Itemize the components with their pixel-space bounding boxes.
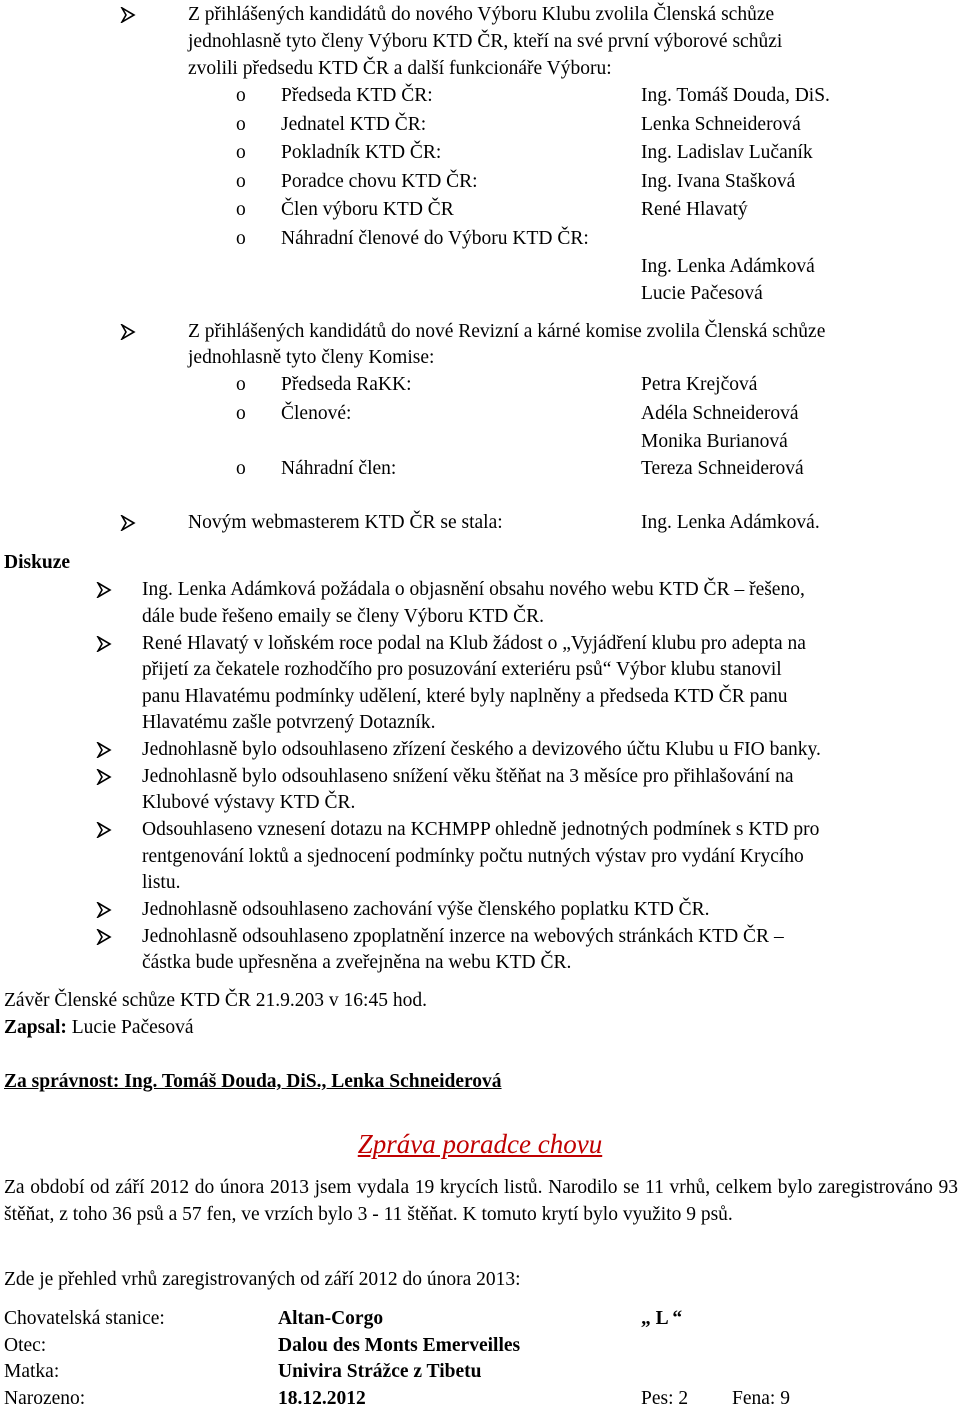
committee-intro-3: zvolili předsedu KTD ČR a další funkcionáře Výboru:: [188, 58, 612, 79]
arrow-bullet-icon: [96, 929, 112, 945]
member-name: Ing. Ivana Stašková: [641, 171, 796, 192]
list-bullet: o: [236, 171, 246, 192]
report-title: Zpráva poradce chovu: [357, 1129, 603, 1159]
recorder-name: Lucie Pačesová: [71, 1017, 194, 1038]
list-bullet: o: [236, 114, 246, 135]
list-bullet: o: [236, 458, 246, 479]
born-date: 18.12.2012: [278, 1388, 366, 1409]
arrow-bullet-icon: [96, 902, 112, 918]
member-name: Lenka Schneiderová: [641, 114, 801, 135]
report-overview: Zde je přehled vrhů zaregistrovaných od září 2012 do února 2013:: [4, 1269, 521, 1290]
discussion-line: Jednohlasně bylo odsouhlaseno zřízení českého a devizového účtu Klubu u FIO banky.: [142, 739, 821, 760]
recorder-label: Zapsal:: [4, 1017, 67, 1038]
member-name: René Hlavatý: [641, 199, 748, 220]
meeting-end: Závěr Členské schůze KTD ČR 21.9.203 v 16:45 hod.: [4, 990, 427, 1011]
arrow-bullet-icon: [96, 742, 112, 758]
born-label: Narozeno:: [4, 1388, 86, 1409]
females-count: Fena: 9: [732, 1388, 790, 1409]
discussion-line: Jednohlasně odsouhlaseno zpoplatnění inzerce na webových stránkách KTD ČR –: [142, 926, 784, 947]
member-name: Ing. Tomáš Douda, DiS.: [641, 85, 830, 106]
webmaster-label: Novým webmasterem KTD ČR se stala:: [188, 512, 503, 533]
sire-label: Otec:: [4, 1335, 47, 1356]
discussion-line: dále bude řešeno emaily se členy Výboru KTD ČR.: [142, 606, 544, 627]
recorder-line: [4, 1015, 194, 1041]
revision-member-name: Monika Burianová: [641, 431, 788, 452]
arrow-bullet-icon: [96, 769, 112, 785]
revision-intro-1: Z přihlášených kandidátů do nové Revizní a kárné komise zvolila Členská schůze: [188, 321, 826, 342]
member-role: Člen výboru KTD ČR: [281, 199, 454, 220]
webmaster-name: Ing. Lenka Adámková.: [641, 512, 820, 533]
discussion-line: panu Hlavatému podmínky udělení, které byly naplněny a předseda KTD ČR panu: [142, 686, 788, 707]
discussion-heading: Diskuze: [4, 552, 71, 573]
member-name: Ing. Ladislav Lučaník: [641, 142, 813, 163]
arrow-bullet-icon: [120, 515, 136, 531]
arrow-bullet-icon: [96, 822, 112, 838]
committee-intro-1: Z přihlášených kandidátů do nového Výboru Klubu zvolila Členská schůze: [188, 4, 775, 25]
arrow-bullet-icon: [96, 582, 112, 598]
discussion-line: René Hlavatý v loňském roce podal na Klub žádost o „Vyjádření klubu pro adepta na: [142, 633, 806, 654]
arrow-bullet-icon: [96, 636, 112, 652]
sire-name: Dalou des Monts Emerveilles: [278, 1335, 521, 1356]
list-bullet: o: [236, 85, 246, 106]
member-role: Náhradní členové do Výboru KTD ČR:: [281, 228, 589, 249]
discussion-line: Odsouhlaseno vznesení dotazu na KCHMPP ohledně jednotných podmínek s KTD pro: [142, 819, 820, 840]
discussion-line: částka bude upřesněna a zveřejněna na webu KTD ČR.: [142, 952, 572, 973]
report-paragraph: Za období od září 2012 do února 2013 jsem vydala 19 krycích listů. Narodilo se 11 vrhů, celkem bylo zaregistrováno 93 štěňat, z toho 36 psů a 57 fen, ve vrzích bylo 3 - 11 štěňat. K tomuto krytí bylo využito 9 psů.: [4, 1177, 958, 1225]
discussion-line: Ing. Lenka Adámková požádala o objasnění obsahu nového webu KTD ČR – řešeno,: [142, 579, 805, 600]
member-role: Pokladník KTD ČR:: [281, 142, 442, 163]
revision-intro-2: jednohlasně tyto členy Komise:: [188, 347, 435, 368]
revision-chair-role: Předseda RaKK:: [281, 374, 412, 395]
list-bullet: o: [236, 374, 246, 395]
litter-letter: „ L “: [641, 1308, 683, 1329]
revision-sub-name: Tereza Schneiderová: [641, 458, 804, 479]
list-bullet: o: [236, 142, 246, 163]
member-role: Poradce chovu KTD ČR:: [281, 171, 478, 192]
list-bullet: o: [236, 403, 246, 424]
revision-members-role: Členové:: [281, 403, 352, 424]
discussion-line: rentgenování loktů a sjednocení podmínky počtu nutných výstav pro vydání Krycího: [142, 846, 804, 867]
arrow-bullet-icon: [120, 324, 136, 340]
list-bullet: o: [236, 228, 246, 249]
kennel-name: Altan-Corgo: [278, 1308, 384, 1329]
revision-member-name: Adéla Schneiderová: [641, 403, 799, 424]
discussion-line: listu.: [142, 872, 181, 893]
verified-by: Za správnost: Ing. Tomáš Douda, DiS., Lenka Schneiderová: [4, 1071, 502, 1092]
member-role: Jednatel KTD ČR:: [281, 114, 427, 135]
revision-chair-name: Petra Krejčová: [641, 374, 758, 395]
arrow-bullet-icon: [120, 7, 136, 23]
committee-intro-2: jednohlasně tyto členy Výboru KTD ČR, kteří na své první výborové schůzi: [188, 31, 783, 52]
kennel-label: Chovatelská stanice:: [4, 1308, 165, 1329]
substitute-name: Ing. Lenka Adámková: [641, 256, 815, 277]
discussion-line: Hlavatému zašle potvrzený Dotazník.: [142, 712, 436, 733]
discussion-line: přijetí za čekatele rozhodčího pro posuzování exteriéru psů“ Výbor klubu stanovil: [142, 659, 782, 680]
revision-sub-role: Náhradní člen:: [281, 458, 397, 479]
dam-name: Univira Strážce z Tibetu: [278, 1361, 482, 1382]
males-count: Pes: 2: [641, 1388, 689, 1409]
substitute-name: Lucie Pačesová: [641, 283, 763, 304]
discussion-line: Jednohlasně odsouhlaseno zachování výše členského poplatku KTD ČR.: [142, 899, 710, 920]
dam-label: Matka:: [4, 1361, 60, 1382]
discussion-line: Klubové výstavy KTD ČR.: [142, 792, 356, 813]
discussion-line: Jednohlasně bylo odsouhlaseno snížení věku štěňat na 3 měsíce pro přihlašování na: [142, 766, 794, 787]
list-bullet: o: [236, 199, 246, 220]
member-role: Předseda KTD ČR:: [281, 85, 433, 106]
